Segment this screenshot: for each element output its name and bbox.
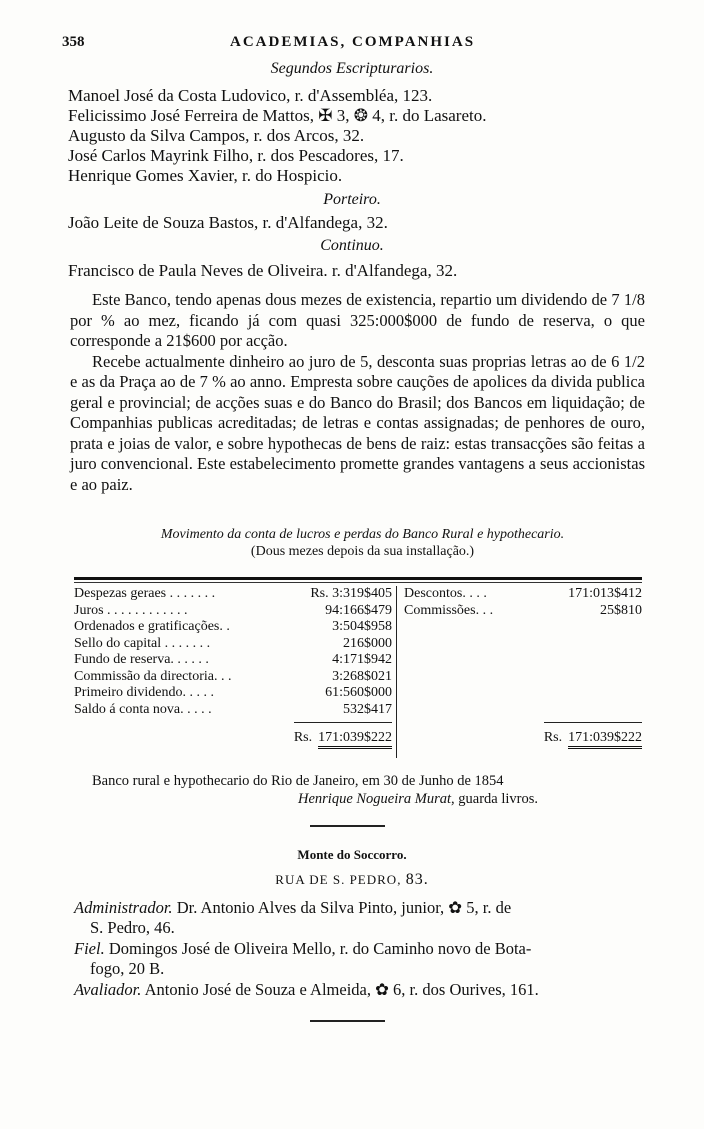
ledger-label: Saldo á conta nova. . . . .	[74, 701, 212, 717]
section-divider	[310, 1020, 385, 1022]
credits-column	[404, 586, 642, 619]
continuo-line: Francisco de Paula Neves de Oliveira. r. d'Alfandega, 32.	[68, 261, 458, 280]
monte-entry	[74, 898, 646, 938]
ledger-value: 25$810	[600, 602, 642, 618]
porteiro-line: João Leite de Souza Bastos, r. d'Alfandega, 32.	[68, 213, 388, 232]
staff-line: Augusto da Silva Campos, r. dos Arcos, 32.	[68, 126, 365, 145]
continuo-heading: Continuo.	[320, 237, 384, 254]
caption-subtitle: (Dous mezes depois da sua installação.)	[250, 544, 475, 559]
page-number: 358	[62, 34, 85, 50]
entry-role: Avaliador.	[74, 980, 142, 999]
ledger-value: 216$000	[343, 635, 392, 651]
entry-text: Antonio José de Souza e Almeida, ✿ 6, r. dos Ourives, 161.	[144, 980, 539, 999]
ledger-label: Commissão da directoria. . .	[74, 668, 232, 684]
ledger-row	[404, 586, 642, 603]
ledger-label: Fundo de reserva. . . . . .	[74, 652, 209, 667]
ledger-row	[74, 669, 392, 686]
entry-role: Fiel.	[74, 939, 105, 958]
entry-continuation: fogo, 20 B.	[90, 959, 165, 978]
signature-block	[298, 791, 538, 808]
signature-place-date: Banco rural e hypothecario do Rio de Janeiro, em 30 de Junho de 1854	[92, 773, 504, 789]
ledger-label: Despezas geraes . . . . . . .	[74, 586, 216, 601]
ledger-label: Primeiro dividendo. . . . .	[74, 685, 214, 700]
ledger-label: Commissões. . .	[404, 602, 494, 618]
ledger-label: Juros . . . . . . . . . . . .	[74, 602, 188, 618]
entry-role: Administrador.	[74, 898, 173, 917]
ledger-row	[74, 619, 392, 636]
body-text	[70, 290, 645, 495]
page-header	[62, 34, 662, 56]
total-amount: 171:039$222	[318, 730, 392, 749]
ledger-row	[74, 603, 392, 620]
porteiro-heading: Porteiro.	[323, 191, 381, 208]
signatory-name: Henrique Nogueira Murat	[298, 791, 452, 807]
table-caption	[70, 526, 655, 560]
staff-line: Henrique Gomes Xavier, r. do Hospicio.	[68, 166, 343, 185]
section-divider	[310, 825, 385, 827]
address-street: RUA DE S. PEDRO,	[275, 872, 402, 887]
entry-text: Domingos José de Oliveira Mello, r. do Caminho novo de Bota-	[108, 939, 532, 958]
sum-rule	[294, 722, 392, 723]
ledger-row	[74, 702, 392, 719]
ledger-value: 61:560$000	[325, 685, 392, 700]
total-prefix: Rs.	[293, 730, 313, 745]
monte-heading: Monte do Soccorro.	[297, 847, 407, 862]
ledger-row	[74, 652, 392, 669]
ledger-label: Descontos. . . .	[404, 586, 487, 601]
monte-entry	[74, 980, 646, 1000]
paragraph: Este Banco, tendo apenas dous mezes de existencia, repartio um dividendo de 7 1/8 por % ao mez, ficando já com quasi 325:000$000 de fundo de reserva, o que corresponde a 21$600 por acção.	[70, 290, 645, 350]
total-prefix: Rs.	[543, 730, 563, 745]
ledger-label: Sello do capital . . . . . . .	[74, 635, 211, 651]
debits-column	[74, 586, 392, 718]
segundos-heading: Segundos Escripturarios.	[270, 60, 434, 77]
table-top-rule-thin	[74, 582, 642, 583]
ledger-value: 171:013$412	[568, 586, 642, 601]
paragraph: Recebe actualmente dinheiro ao juro de 5, desconta suas proprias letras ao de 6 1/2 e as da Praça ao de 7 % ao anno. Empresta sobre cauções de apolices da divida publica geral e provincial; de acções suas e do Banco do Brasil; dos Bancos em liquidação; de Companhias publicas acreditadas; de letras e contas assignadas; de penhores de ouro, prata e joias de valor, e sobre hypothecas de bens de raiz: estas transacções são feitas a juro convencional. Este estabelecimento promette grandes vantagens a seus accionistas e ao paiz.	[70, 351, 645, 494]
staff-line: Felicissimo José Ferreira de Mattos, ✠ 3, ❂ 4, r. do Lasareto.	[68, 106, 487, 125]
ledger-row	[74, 636, 392, 653]
address-number: 83.	[405, 871, 429, 888]
staff-line: José Carlos Mayrink Filho, r. dos Pescadores, 17.	[68, 146, 404, 165]
ledger-value: 4:171$942	[332, 652, 392, 667]
credit-total	[544, 730, 642, 749]
signatory-role: , guarda livros.	[451, 791, 539, 807]
ledger-value: 3:268$021	[332, 668, 392, 684]
ledger-value: Rs. 3:319$405	[310, 586, 392, 601]
staff-line: Manoel José da Costa Ludovico, r. d'Assembléa, 123.	[68, 86, 433, 105]
ledger-row	[74, 586, 392, 603]
running-title: ACADEMIAS, COMPANHIAS	[230, 34, 476, 50]
sum-rule	[544, 722, 642, 723]
table-top-rule	[74, 577, 642, 580]
ledger-value: 3:504$958	[332, 619, 392, 634]
monte-entry	[74, 939, 646, 979]
entry-text: Dr. Antonio Alves da Silva Pinto, junior, ✿ 5, r. de	[176, 898, 512, 917]
ledger-row	[74, 685, 392, 702]
monte-address	[0, 871, 704, 889]
ledger-label: Ordenados e gratificações. .	[74, 619, 230, 634]
totals-row	[74, 722, 642, 762]
ledger-value: 94:166$479	[325, 602, 392, 618]
debit-total	[294, 730, 392, 749]
caption-title: Movimento da conta de lucros e perdas do Banco Rural e hypothecario.	[160, 527, 565, 542]
ledger-value: 532$417	[343, 701, 392, 717]
ledger-row	[404, 603, 642, 620]
entry-continuation: S. Pedro, 46.	[90, 918, 175, 937]
total-amount: 171:039$222	[568, 730, 642, 749]
